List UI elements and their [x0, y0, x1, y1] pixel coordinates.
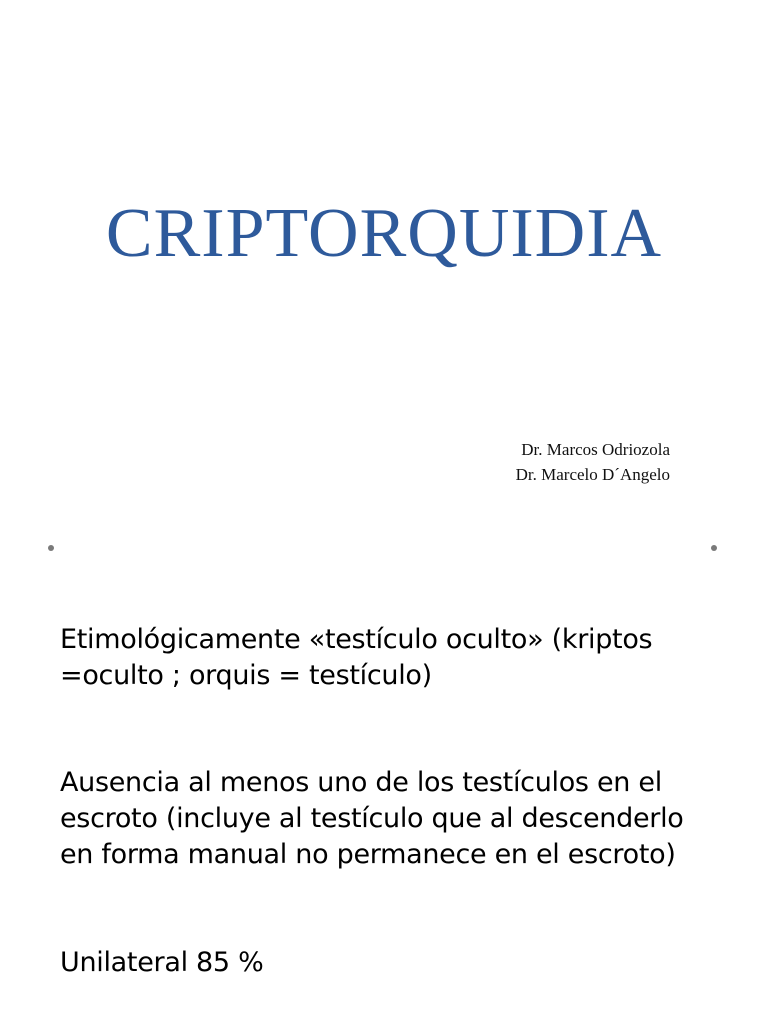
author-name: Dr. Marcos Odriozola: [521, 440, 670, 459]
slide-separator-dot-right: [711, 545, 717, 551]
slide-separator-dot-left: [48, 545, 54, 551]
authors-block: [516, 437, 670, 487]
definition-etymology: Etimológicamente «testículo oculto» (kriptos =oculto ; orquis = testículo): [60, 624, 653, 691]
author-name: Dr. Marcelo D´Angelo: [515, 465, 670, 484]
definition-absence: Ausencia al menos uno de los testículos en el escroto (incluye al testículo que al descenderlo en forma manual no permanece en el escroto): [60, 767, 684, 870]
statistic-unilateral: Unilateral 85 %: [60, 947, 264, 978]
slide-title: CRIPTORQUIDIA: [105, 195, 663, 272]
